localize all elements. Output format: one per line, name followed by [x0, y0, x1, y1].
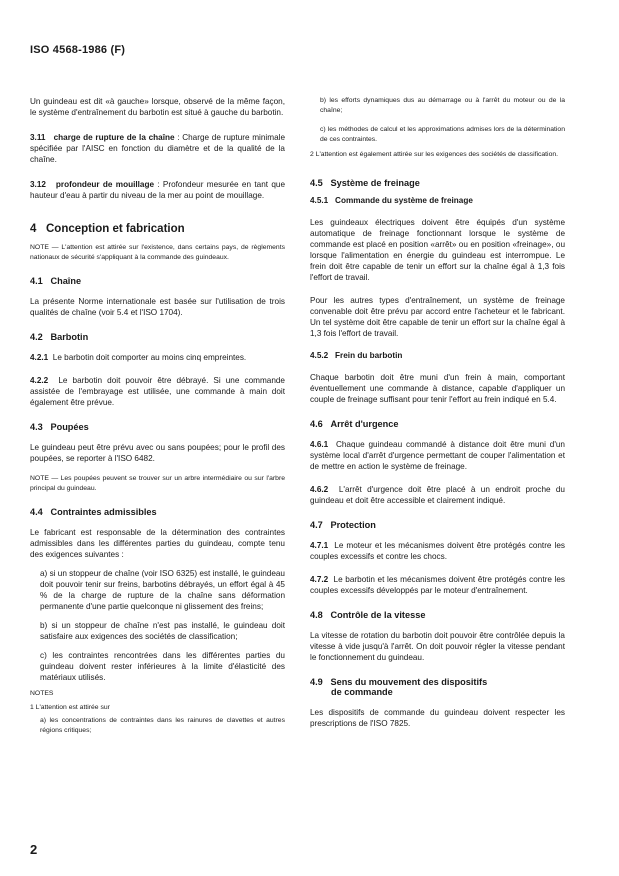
def-term: charge de rupture de la chaîne — [53, 133, 175, 142]
right-column — [310, 96, 565, 729]
section-title: Conception et fabrication — [46, 223, 185, 235]
note-2: 2 L'attention est également attirée sur les exigences des sociétés de classification. — [310, 151, 559, 158]
section-4-3-note: NOTE — Les poupées peuvent se trouver sur un arbre intermédiaire ou sur l'arbre principal du guindeau. — [30, 475, 285, 492]
section-4-heading — [30, 223, 285, 235]
section-title: Protection — [330, 519, 376, 530]
section-4-5-1-paragraph-2: Pour les autres types d'entraînement, un système de freinage convenable doit être prévu par accord entre l'acheteur et le fabricant. Un tel système doit être capable de tenir un effort sur la chaîne égal à 1,3 fois l'effort de travail. — [310, 295, 565, 338]
clause-number: 4.6.1 — [310, 439, 329, 449]
section-4-5-1-paragraph-1: Les guindeaux électriques doivent être équipés d'un système automatique de freinage fonctionnant lorsque le système de commande est placé en position «arrêt» ou en position «freinage», ou lorsque l'alimentation en énergie du guindeau est interrompue. Le frein doit être capable de tenir un effort sur la chaîne égal à 1,3 fois l'effort de travail. — [310, 217, 565, 282]
section-title: Frein du barbotin — [335, 350, 403, 360]
clause-text: Le barbotin doit pouvoir être débrayé. Si une commande assistée de l'embrayage est utilisée, une commande à main doit également être prévue. — [30, 376, 285, 407]
def-term: profondeur de mouillage — [55, 180, 154, 189]
intro-paragraph: Un guindeau est dit «à gauche» lorsque, observé de la même façon, le système d'entraînement du barbotin est situé à gauche du barbotin. — [30, 97, 285, 117]
clause-number: 4.7.2 — [310, 574, 329, 584]
clause-text: Le barbotin et les mécanismes doivent être protégés contre les couples excessifs développés par le moteur d'entraînement. — [310, 574, 565, 595]
def-number: 3.11 — [30, 133, 46, 142]
section-title: Arrêt d'urgence — [330, 418, 399, 429]
section-4-4-text: Le fabricant est responsable de la détermination des contraintes admissibles dans les différentes parties du guindeau, compte tenu des exigences suivantes : — [30, 528, 285, 559]
left-column — [30, 96, 285, 735]
section-number: 4.5.1 — [310, 195, 329, 205]
list-item-c: c) les contraintes rencontrées dans les différentes parties du guindeau doivent rester inférieures à la limite d'élasticité des matériaux utilisés. — [40, 651, 285, 682]
clause-text: Le barbotin doit comporter au moins cinq empreintes. — [52, 353, 247, 362]
clause-number: 4.6.2 — [310, 484, 329, 494]
section-title: Chaîne — [50, 276, 82, 286]
section-number: 4.3 — [30, 422, 43, 432]
section-number: 4.6 — [310, 418, 323, 429]
note-1-item-c: c) les méthodes de calcul et les approximations admises lors de la détermination de ces contraintes. — [320, 126, 565, 143]
section-4-7-heading — [310, 520, 565, 530]
def-text: : Profondeur mesurée en tant que hauteur d'eau à partir du niveau de la mer au point de mouillage. — [30, 180, 286, 200]
section-number: 4.2 — [30, 332, 43, 342]
section-4-5-heading — [310, 178, 565, 188]
clause-text: Le moteur et les mécanismes doivent être protégés contre les couples excessifs et contre les chocs. — [310, 540, 565, 561]
section-4-8-heading — [310, 610, 565, 620]
clause-4-6-2 — [310, 484, 565, 506]
clause-text: Chaque guindeau commandé à distance doit être muni d'un système local d'arrêt d'urgence permettant de couper l'alimentation et de mettre en action le système de freinage. — [310, 439, 565, 471]
list-item-a: a) si un stoppeur de chaîne (voir ISO 6325) est installé, le guindeau doit pouvoir tenir sur freins, barbotins débrayés, un effort égal à 45 % de la charge de rupture de la chaîne sans déformation permanente d'une partie quelconque ni glissement des freins; — [40, 569, 285, 611]
definition-3-11 — [30, 132, 285, 165]
page-number: 2 — [30, 842, 38, 857]
section-4-6-heading — [310, 419, 565, 429]
section-title-line-2: de commande — [331, 686, 393, 697]
note-1-item-a: a) les concentrations de contraintes dans les rainures de clavettes et autres régions critiques; — [40, 717, 285, 734]
section-number: 4.8 — [310, 609, 323, 620]
section-number: 4.5.2 — [310, 350, 329, 360]
def-number: 3.12 — [30, 180, 46, 189]
section-title: Système de freinage — [330, 177, 420, 188]
section-title: Commande du système de freinage — [335, 195, 473, 205]
clause-number: 4.7.1 — [310, 540, 329, 550]
note-1-item-b: b) les efforts dynamiques dus au démarrage ou à l'arrêt du moteur ou de la chaîne; — [320, 97, 565, 114]
section-number: 4.4 — [30, 507, 43, 517]
section-4-9-text: Les dispositifs de commande du guindeau doivent respecter les prescriptions de l'ISO 7825. — [310, 707, 565, 728]
section-4-note: NOTE — L'attention est attirée sur l'existence, dans certains pays, de règlements nationaux de sécurité s'appliquant à la commande des guindeaux. — [30, 244, 285, 261]
section-title: Contraintes admissibles — [50, 507, 157, 517]
section-number: 4.7 — [310, 519, 323, 530]
clause-text: L'arrêt d'urgence doit être placé à un endroit proche du guindeau et doit être accessible et clairement indiqué. — [310, 484, 565, 505]
def-text: : Charge de rupture minimale spécifiée par l'AISC en fonction du diamètre et de la qualité de la chaîne. — [30, 133, 285, 164]
clause-4-6-1 — [310, 439, 565, 472]
clause-4-7-2 — [310, 574, 565, 596]
section-4-8-text: La vitesse de rotation du barbotin doit pouvoir être contrôlée depuis la vitesse à vide jusqu'à l'arrêt. On doit pouvoir régler la vitesse pendant le fonctionnement du guindeau. — [310, 630, 565, 662]
clause-4-2-2 — [30, 375, 285, 408]
section-4-1-heading — [30, 276, 285, 286]
section-4-5-1-heading — [310, 196, 565, 205]
section-number: 4 — [30, 223, 37, 235]
section-4-3-text: Le guindeau peut être prévu avec ou sans poupées; pour le profil des poupées, se reporter à l'ISO 6482. — [30, 443, 285, 463]
section-4-3-heading — [30, 422, 285, 432]
section-title: Contrôle de la vitesse — [330, 609, 426, 620]
clause-number: 4.2.2 — [30, 376, 49, 385]
section-4-1-text: La présente Norme internationale est basée sur l'utilisation de trois qualités de chaîne (voir 5.4 et l'ISO 1704). — [30, 297, 285, 317]
section-number: 4.9 — [310, 676, 323, 687]
document-id: ISO 4568-1986 (F) — [30, 44, 126, 56]
section-title: Barbotin — [50, 332, 89, 342]
section-4-2-heading — [30, 332, 285, 342]
section-4-9-heading — [310, 677, 565, 697]
notes-label: NOTES — [30, 690, 54, 697]
note-1: 1 L'attention est attirée sur — [30, 703, 110, 711]
section-number: 4.1 — [30, 276, 43, 286]
clause-number: 4.2.1 — [30, 353, 49, 362]
clause-4-7-1 — [310, 540, 565, 562]
section-4-4-heading — [30, 507, 285, 517]
section-title-line-1: Sens du mouvement des dispositifs — [330, 676, 488, 687]
list-item-b: b) si un stoppeur de chaîne n'est pas installé, le guindeau doit satisfaire aux exigences des sociétés de classification; — [40, 621, 285, 641]
clause-4-2-1 — [30, 352, 285, 363]
section-4-5-2-heading — [310, 351, 565, 360]
section-title: Poupées — [50, 422, 89, 432]
definition-3-12 — [30, 179, 285, 201]
section-number: 4.5 — [310, 177, 323, 188]
section-4-5-2-text: Chaque barbotin doit être muni d'un frein à main, comportant éventuellement une commande à distance, capable d'appliquer un couple de freinage suffisant pour tenir l'effort au frein indiqué en 5.4. — [310, 372, 565, 404]
